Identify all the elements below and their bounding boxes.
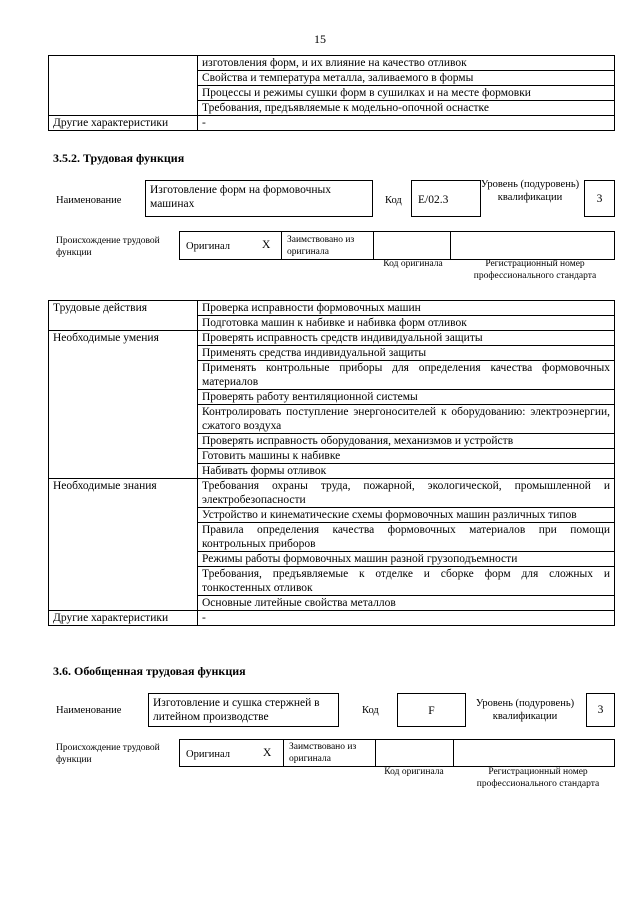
table-row: Применять контрольные приборы для определения качества формовочных материалов bbox=[198, 361, 615, 390]
divider bbox=[281, 231, 282, 260]
table-row: Режимы работы формовочных машин разной грузоподъемности bbox=[198, 552, 615, 567]
table-row: Устройство и кинематические схемы формовочных машин различных типов bbox=[198, 508, 615, 523]
table-row: Правила определения качества формовочных материалов при помощи контрольных приборов bbox=[198, 523, 615, 552]
table-row: Требования охраны труда, пожарной, экологической, промышленной и электробезопасности bbox=[198, 479, 615, 508]
page-number: 15 bbox=[314, 32, 326, 46]
table-row: Применять средства индивидуальной защиты bbox=[198, 346, 615, 361]
table-row: Проверка исправности формовочных машин bbox=[198, 301, 615, 316]
divider bbox=[373, 231, 374, 260]
registration-caption: Регистрационный номер профессионального стандарта bbox=[476, 767, 600, 789]
origin-row bbox=[179, 231, 615, 260]
divider bbox=[375, 739, 376, 767]
original-mark: X bbox=[263, 747, 272, 759]
name-label: Наименование bbox=[56, 705, 122, 716]
original-label: Оригинал bbox=[186, 241, 230, 252]
knowledge-label: Необходимые знания bbox=[49, 479, 198, 611]
level-label: Уровень (подуровень) квалификации bbox=[475, 698, 575, 722]
skills-label: Необходимые умения bbox=[49, 331, 198, 479]
name-label: Наименование bbox=[56, 195, 122, 206]
divider bbox=[453, 739, 454, 767]
original-mark: X bbox=[262, 239, 271, 251]
original-label: Оригинал bbox=[186, 749, 230, 760]
borrowed-label: Заимствовано из оригинала bbox=[289, 742, 357, 764]
function-table bbox=[48, 300, 615, 626]
empty-label-cell bbox=[49, 56, 198, 116]
code-original-caption: Код оригинала bbox=[384, 767, 444, 777]
table-row: изготовления форм, и их влияние на качество отливок bbox=[198, 56, 615, 71]
top-table bbox=[48, 55, 615, 131]
divider bbox=[283, 739, 284, 767]
other-characteristics-label: Другие характеристики bbox=[49, 611, 198, 626]
other-characteristics-label: Другие характеристики bbox=[49, 116, 198, 131]
table-row: Готовить машины к набивке bbox=[198, 449, 615, 464]
code-label: Код bbox=[385, 195, 402, 206]
code-value: F bbox=[397, 693, 466, 727]
table-row: Подготовка машин к набивке и набивка форм отливок bbox=[198, 316, 615, 331]
level-value: 3 bbox=[586, 693, 615, 727]
origin-label: Происхождение трудовой функции bbox=[56, 743, 160, 765]
table-row: Контролировать поступление энергоносителей к оборудованию: электроэнергии, сжатого воздуха bbox=[198, 405, 615, 434]
table-row: Процессы и режимы сушки форм в сушилках и на месте формовки bbox=[198, 86, 615, 101]
section-heading-3-5-2: 3.5.2. Трудовая функция bbox=[53, 151, 185, 165]
other-characteristics-value: - bbox=[198, 116, 615, 131]
table-row: Набивать формы отливок bbox=[198, 464, 615, 479]
code-label: Код bbox=[362, 705, 379, 716]
divider bbox=[450, 231, 451, 260]
table-row: Свойства и температура металла, заливаемого в формы bbox=[198, 71, 615, 86]
table-row: Требования, предъявляемые к модельно-опочной оснастке bbox=[198, 101, 615, 116]
level-value: 3 bbox=[584, 180, 615, 217]
origin-label: Происхождение трудовой функции bbox=[56, 236, 160, 258]
code-value: E/02.3 bbox=[411, 180, 481, 217]
borrowed-label: Заимствовано из оригинала bbox=[287, 235, 355, 257]
origin-row bbox=[179, 739, 615, 767]
code-original-caption: Код оригинала bbox=[383, 259, 443, 269]
section-heading-3-6: 3.6. Обобщенная трудовая функция bbox=[53, 664, 246, 678]
actions-label: Трудовые действия bbox=[49, 301, 198, 331]
table-row: Проверять исправность средств индивидуальной защиты bbox=[198, 331, 615, 346]
table-row: Проверять работу вентиляционной системы bbox=[198, 390, 615, 405]
table-row: Проверять исправность оборудования, механизмов и устройств bbox=[198, 434, 615, 449]
table-row: Требования, предъявляемые к отделке и сборке форм для сложных и тонкостенных отливок bbox=[198, 567, 615, 596]
registration-caption: Регистрационный номер профессионального стандарта bbox=[473, 259, 597, 281]
name-value: Изготовление и сушка стержней в литейном производстве bbox=[148, 693, 339, 727]
table-row: Основные литейные свойства металлов bbox=[198, 596, 615, 611]
other-characteristics-value: - bbox=[198, 611, 615, 626]
name-value: Изготовление форм на формовочных машинах bbox=[145, 180, 373, 217]
level-label: Уровень (подуровень) квалификации bbox=[480, 179, 580, 203]
